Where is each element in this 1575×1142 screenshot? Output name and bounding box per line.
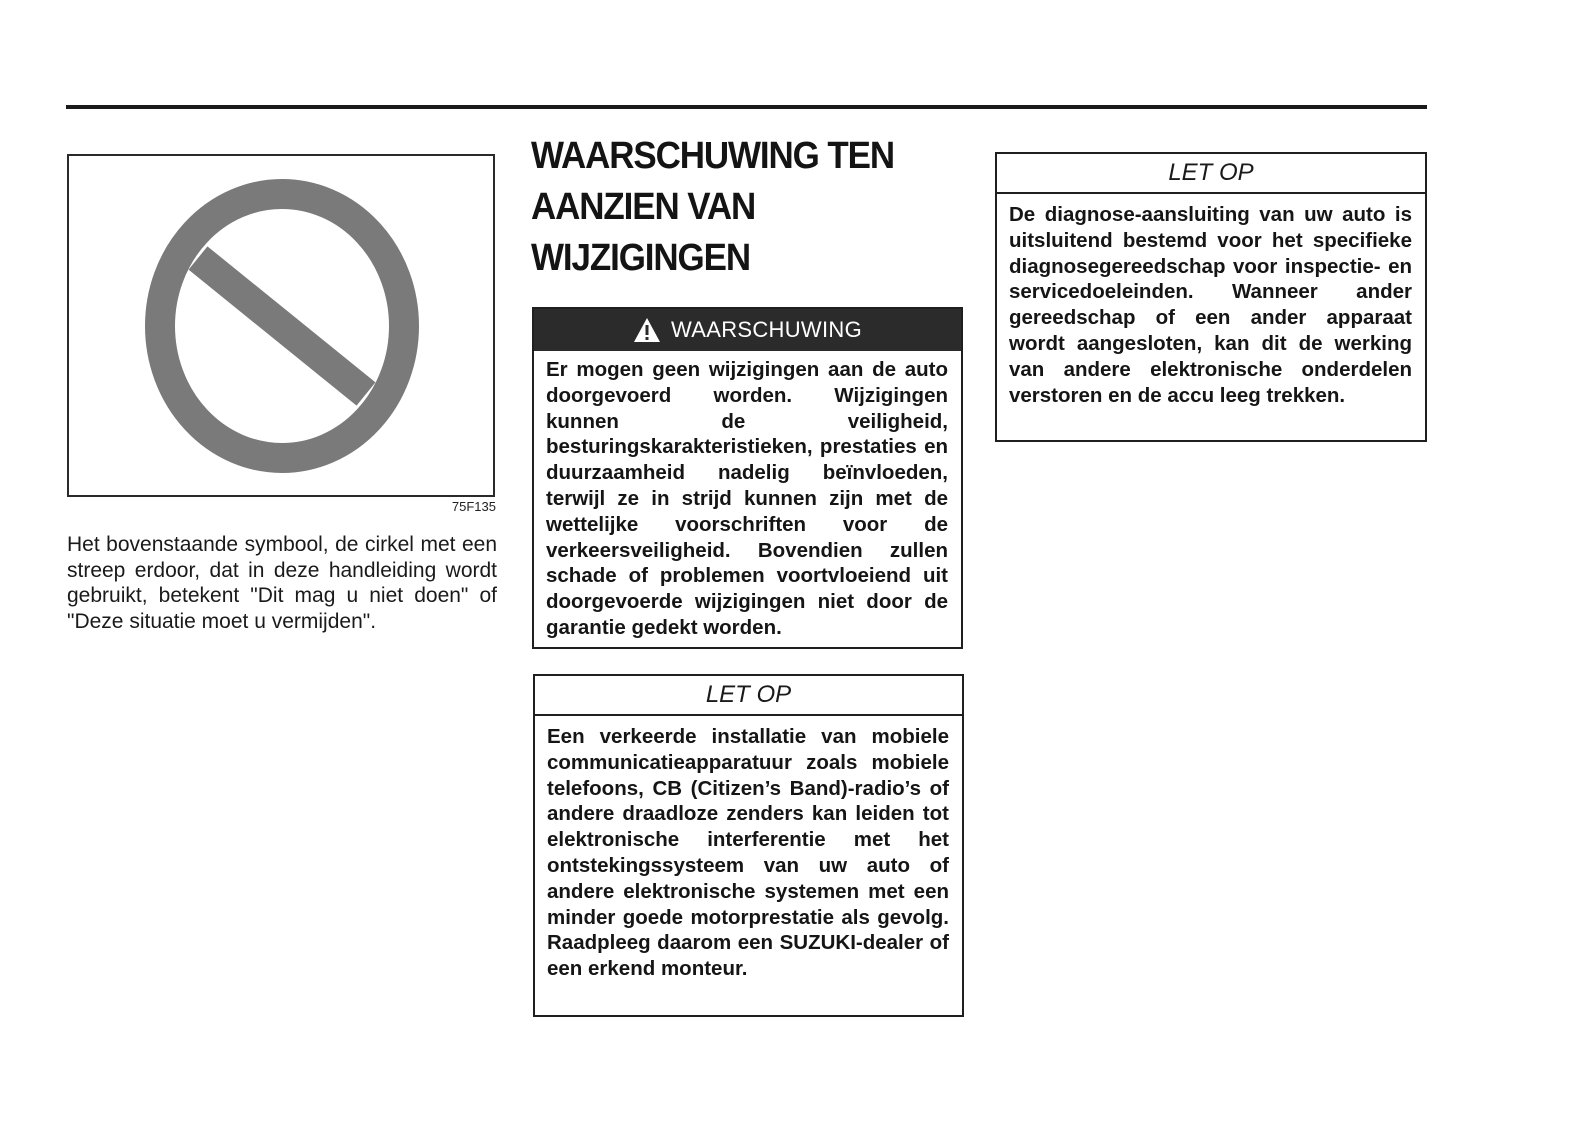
intro-paragraph: Het bovenstaande symbool, de cirkel met een streep erdoor, dat in deze handleiding wordt gebruikt, betekent "Dit mag u niet doen" of "Deze situatie moet u vermijden". <box>67 533 497 634</box>
caution-header <box>535 676 962 716</box>
caution-text: De diagnose-aansluiting van uw auto is uitsluitend bestemd voor het specifieke diagnosegereedschap voor inspectie- en servicedoeleinden. Wanneer ander gereedschap of een ander apparaat wordt aangesloten, kan dit de werking van andere elektronische onderdelen verstoren en de accu leeg trekken. <box>1009 203 1412 407</box>
caution-body <box>535 716 962 982</box>
section-title <box>531 131 927 284</box>
warning-body <box>534 351 961 641</box>
section-title-line: WIJZIGINGEN <box>531 237 750 279</box>
figure-frame <box>67 154 495 497</box>
warning-triangle-icon <box>633 317 661 343</box>
caution-label: LET OP <box>705 681 792 708</box>
warning-header <box>534 309 961 351</box>
prohibition-icon <box>144 178 420 474</box>
caution-body <box>997 194 1425 408</box>
warning-label: WAARSCHUWING <box>671 317 862 342</box>
warning-text: Er mogen geen wijzigingen aan de auto doorgevoerd worden. Wijzigingen kunnen de veiligheid, besturingskarakteristieken, prestaties en duurzaamheid nadelig beïnvloeden, terwijl ze in strijd kunnen zijn met de wettelijke voorschriften voor de verkeersveiligheid. Bovendien zullen schade of problemen voortvloeiend uit doorgevoerde wijzigingen niet door de garantie gedekt worden. <box>546 358 948 639</box>
section-title-line: WAARSCHUWING TEN <box>531 135 894 177</box>
caution-box-diagnostic <box>995 152 1427 442</box>
caution-label: LET OP <box>1168 159 1254 186</box>
warning-box <box>532 307 963 649</box>
caution-text: Een verkeerde installatie van mobiele communicatieapparatuur zoals mobiele telefoons, CB (Citizen’s Band)-radio’s of andere draadloze zenders kan leiden tot elektronische interferentie met het ontstekingssysteem van uw auto of andere elektronische systemen met een minder goede motorprestatie als gevolg. Raadpleeg daarom een SUZUKI-dealer of een erkend monteur. <box>547 725 949 981</box>
caution-header <box>997 154 1425 194</box>
caution-box-mobile <box>533 674 964 1017</box>
section-title-line: AANZIEN VAN <box>531 186 756 228</box>
figure-code: 75F135 <box>451 499 496 514</box>
top-divider <box>66 105 1427 109</box>
